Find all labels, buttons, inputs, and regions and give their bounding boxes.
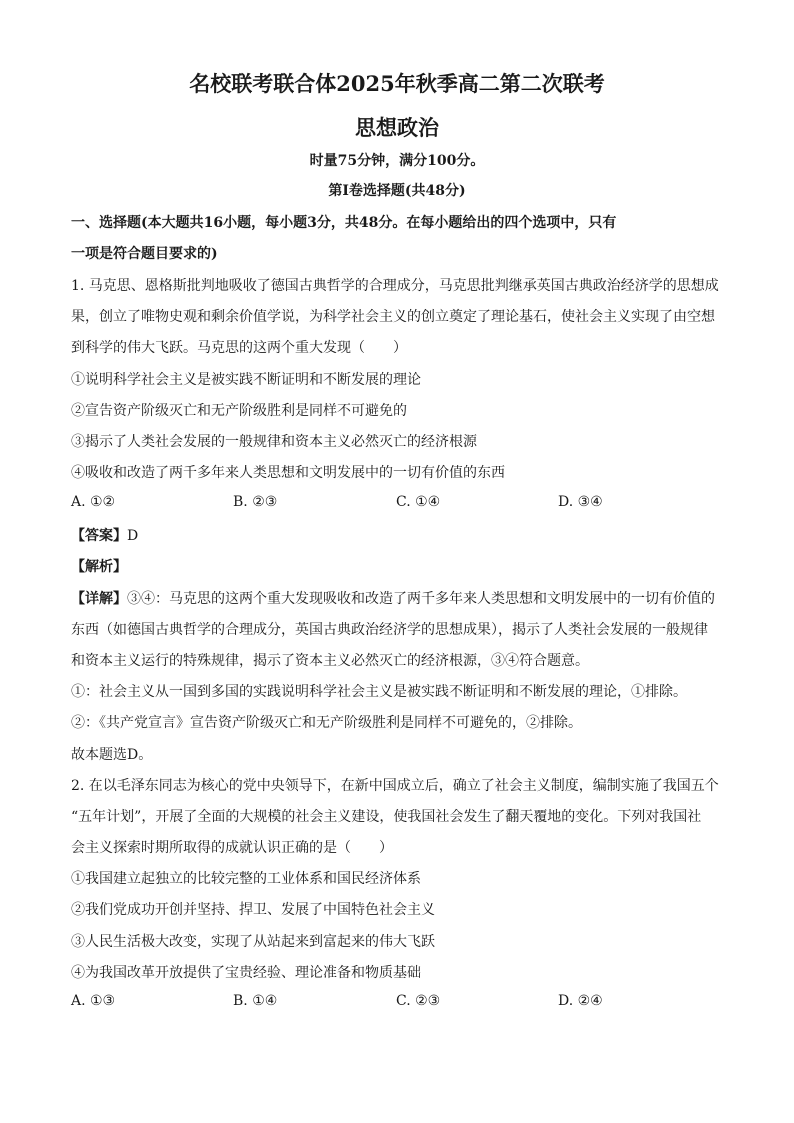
analysis-label: 【解析】 [71, 559, 127, 575]
part-title: 第Ⅰ卷选择题(共48分) [328, 183, 466, 199]
detail-label: 【详解】 [71, 591, 127, 607]
q2-item: ②我们党成功开创并坚持、捍卫、发展了中国特色社会主义 [71, 902, 435, 918]
q1-detail-line [71, 588, 715, 608]
q1-option-a: A. ①② [71, 494, 116, 510]
q1-detail-line: ②：《共产党宣言》宣告资产阶级灭亡和无产阶级胜利是同样不可避免的，②排除。 [71, 715, 582, 731]
q1-option-d: D. ③④ [558, 494, 603, 510]
q2-option-b: B. ①④ [233, 993, 278, 1009]
q2-item: ④为我国改革开放提供了宝贵经验、理论准备和物质基础 [71, 965, 421, 981]
q1-option-b: B. ②③ [233, 494, 278, 510]
q2-item: ③人民生活极大改变，实现了从站起来到富起来的伟大飞跃 [71, 934, 435, 950]
answer-value: D [127, 528, 139, 544]
q1-stem-line: 到科学的伟大飞跃。马克思的这两个重大发现（ ） [71, 340, 407, 356]
q1-option-c: C. ①④ [396, 494, 441, 510]
exam-info: 时量75分钟，满分100分。 [309, 153, 485, 169]
section-heading-line-1: 一、选择题(本大题共16小题，每小题3分，共48分。在每小题给出的四个选项中，只有 [71, 215, 617, 231]
q2-stem-line: 2. 在以毛泽东同志为核心的党中央领导下，在新中国成立后，确立了社会主义制度，编制实施了我国五个 [71, 778, 719, 794]
section-heading-line-2: 一项是符合题目要求的) [71, 246, 218, 262]
subject-title: 思想政治 [355, 115, 439, 140]
q1-item: ④吸收和改造了两千多年来人类思想和文明发展中的一切有价值的东西 [71, 465, 505, 481]
exam-title: 名校联考联合体2025年秋季高二第二次联考 [189, 71, 605, 96]
q2-stem-line: 会主义探索时期所取得的成就认识正确的是（ ） [71, 840, 393, 856]
q2-item: ①我国建立起独立的比较完整的工业体系和国民经济体系 [71, 871, 421, 887]
q1-detail-line: 故本题选D。 [71, 747, 153, 763]
q1-item: ②宣告资产阶级灭亡和无产阶级胜利是同样不可避免的 [71, 403, 407, 419]
q2-stem-line: “五年计划”，开展了全面的大规模的社会主义建设，使我国社会发生了翻天覆地的变化。下列对我国社 [71, 809, 702, 825]
q1-detail-line: 和资本主义运行的特殊规律，揭示了资本主义必然灭亡的经济根源，③④符合题意。 [71, 653, 589, 669]
q2-option-d: D. ②④ [558, 993, 603, 1009]
q1-item: ①说明科学社会主义是被实践不断证明和不断发展的理论 [71, 372, 421, 388]
q1-analysis [71, 556, 127, 576]
detail-text: ③④：马克思的这两个重大发现吸收和改造了两千多年来人类思想和文明发展中的一切有价值的 [127, 591, 715, 607]
answer-label: 【答案】 [71, 528, 127, 544]
q1-detail-line: ①：社会主义从一国到多国的实践说明科学社会主义是被实践不断证明和不断发展的理论，①排除。 [71, 684, 687, 700]
q1-stem-line: 果，创立了唯物史观和剩余价值学说，为科学社会主义的创立奠定了理论基石，使社会主义实现了由空想 [71, 309, 715, 325]
q1-item: ③揭示了人类社会发展的一般规律和资本主义必然灭亡的经济根源 [71, 434, 477, 450]
q2-option-c: C. ②③ [396, 993, 441, 1009]
q1-detail-line: 东西（如德国古典哲学的合理成分，英国古典政治经济学的思想成果），揭示了人类社会发展的一般规律 [71, 622, 708, 638]
q1-stem-line: 1. 马克思、恩格斯批判地吸收了德国古典哲学的合理成分，马克思批判继承英国古典政治经济学的思想成 [71, 278, 719, 294]
q1-answer [71, 525, 138, 545]
q2-option-a: A. ①③ [71, 993, 116, 1009]
